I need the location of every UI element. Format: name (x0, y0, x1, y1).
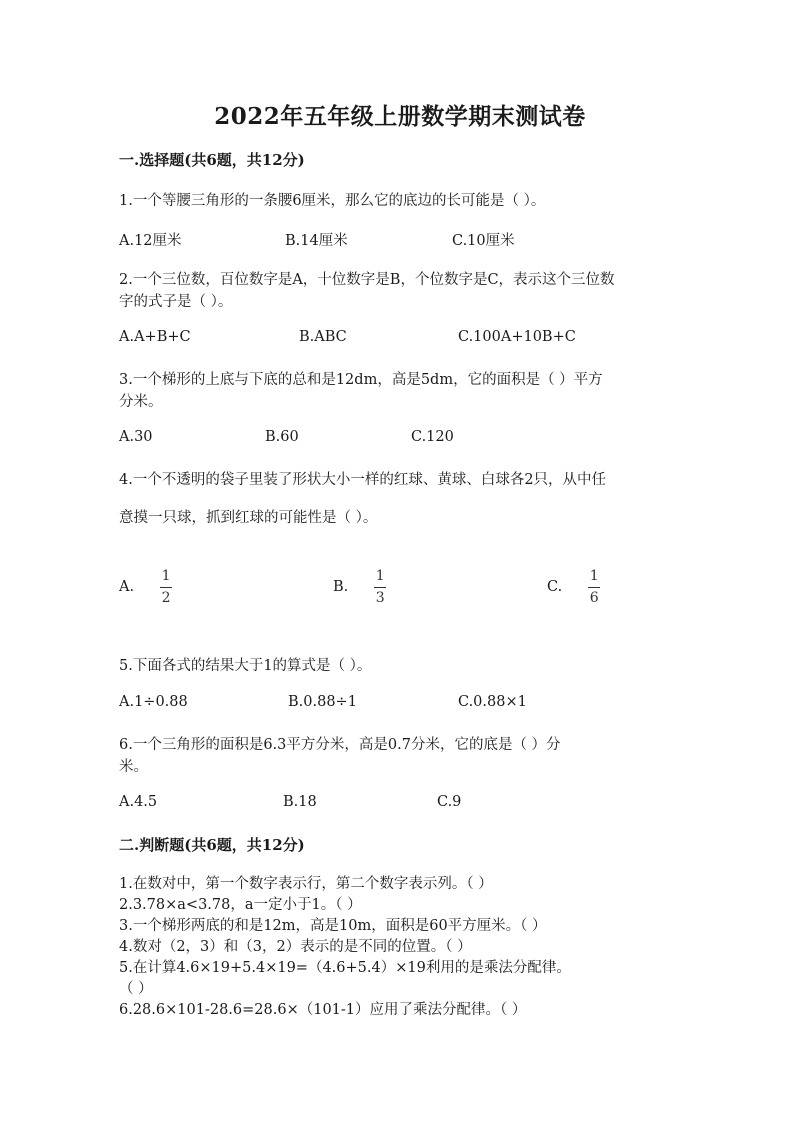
question-1: 1.一个等腰三角形的一条腰6厘米，那么它的底边的长可能是（ ）。 (119, 193, 546, 209)
q4-option-c-label: C. (547, 579, 563, 595)
q5-option-a[interactable]: A.1÷0.88 (119, 694, 188, 710)
q4-option-a-fraction (160, 568, 172, 606)
q4-option-b[interactable] (333, 568, 386, 606)
q4-option-b-label: B. (333, 579, 349, 595)
fraction-bar (160, 587, 172, 588)
fraction-bar (374, 587, 386, 588)
question-2-line1: 2.一个三位数，百位数字是A，十位数字是B，个位数字是C，表示这个三位数 (119, 272, 615, 288)
q4-b-numerator: 1 (375, 568, 385, 584)
section2-heading: 二.判断题(共6题，共12分) (119, 836, 305, 854)
q4-c-denominator: 6 (589, 590, 599, 606)
question-6-line1: 6.一个三角形的面积是6.3平方分米，高是0.7分米，它的底是（ ）分 (119, 737, 561, 753)
question-4-line2: 意摸一只球，抓到红球的可能性是（ ）。 (119, 510, 378, 526)
q2-option-b[interactable]: B.ABC (299, 329, 347, 345)
judgement-item-5: 5.在计算4.6×19+5.4×19=（4.6+5.4）×19利用的是乘法分配律。 (119, 960, 571, 976)
q4-c-numerator: 1 (589, 568, 599, 584)
judgement-item-1: 1.在数对中，第一个数字表示行，第二个数字表示列。（ ） (119, 876, 493, 892)
judgement-item-4: 4.数对（2，3）和（3，2）表示的是不同的位置。（ ） (119, 939, 472, 955)
q3-option-c[interactable]: C.120 (411, 429, 454, 445)
page-title: 2022年五年级上册数学期末测试卷 (214, 103, 586, 130)
question-3-line2: 分米。 (119, 394, 163, 410)
q1-option-b[interactable]: B.14厘米 (285, 233, 348, 249)
q4-b-denominator: 3 (375, 590, 385, 606)
question-6-line2: 米。 (119, 759, 148, 775)
question-4-line1: 4.一个不透明的袋子里装了形状大小一样的红球、黄球、白球各2只，从中任 (119, 472, 607, 488)
question-3-line1: 3.一个梯形的上底与下底的总和是12dm，高是5dm，它的面积是（ ）平方 (119, 372, 603, 388)
section1-heading: 一.选择题(共6题，共12分) (119, 151, 305, 169)
q4-a-numerator: 1 (161, 568, 171, 584)
q5-option-b[interactable]: B.0.88÷1 (288, 694, 357, 710)
question-2-line2: 字的式子是（ ）。 (119, 294, 233, 310)
judgement-item-2: 2.3.78×a<3.78，a一定小于1。（ ） (119, 897, 362, 913)
q4-a-denominator: 2 (161, 590, 171, 606)
q1-option-c[interactable]: C.10厘米 (452, 233, 515, 249)
q2-option-c[interactable]: C.100A+10B+C (458, 329, 576, 345)
q6-option-a[interactable]: A.4.5 (119, 794, 158, 810)
q4-option-b-fraction (374, 568, 386, 606)
q5-option-c[interactable]: C.0.88×1 (458, 694, 527, 710)
judgement-item-6: 6.28.6×101-28.6=28.6×（101-1）应用了乘法分配律。（ ） (119, 1002, 527, 1018)
judgement-item-5-continued: （ ） (119, 981, 153, 997)
q6-option-b[interactable]: B.18 (283, 794, 317, 810)
question-5: 5.下面各式的结果大于1的算式是（ ）。 (119, 658, 372, 674)
q1-option-a[interactable]: A.12厘米 (119, 233, 182, 249)
q2-option-a[interactable]: A.A+B+C (119, 329, 191, 345)
q4-option-a-label: A. (119, 579, 135, 595)
judgement-item-3: 3.一个梯形两底的和是12m，高是10m，面积是60平方厘米。（ ） (119, 918, 547, 934)
q6-option-c[interactable]: C.9 (437, 794, 462, 810)
q4-option-a[interactable] (119, 568, 172, 606)
q3-option-a[interactable]: A.30 (119, 429, 153, 445)
q3-option-b[interactable]: B.60 (265, 429, 299, 445)
q4-option-c-fraction (588, 568, 600, 606)
q4-option-c[interactable] (547, 568, 600, 606)
fraction-bar (588, 587, 600, 588)
